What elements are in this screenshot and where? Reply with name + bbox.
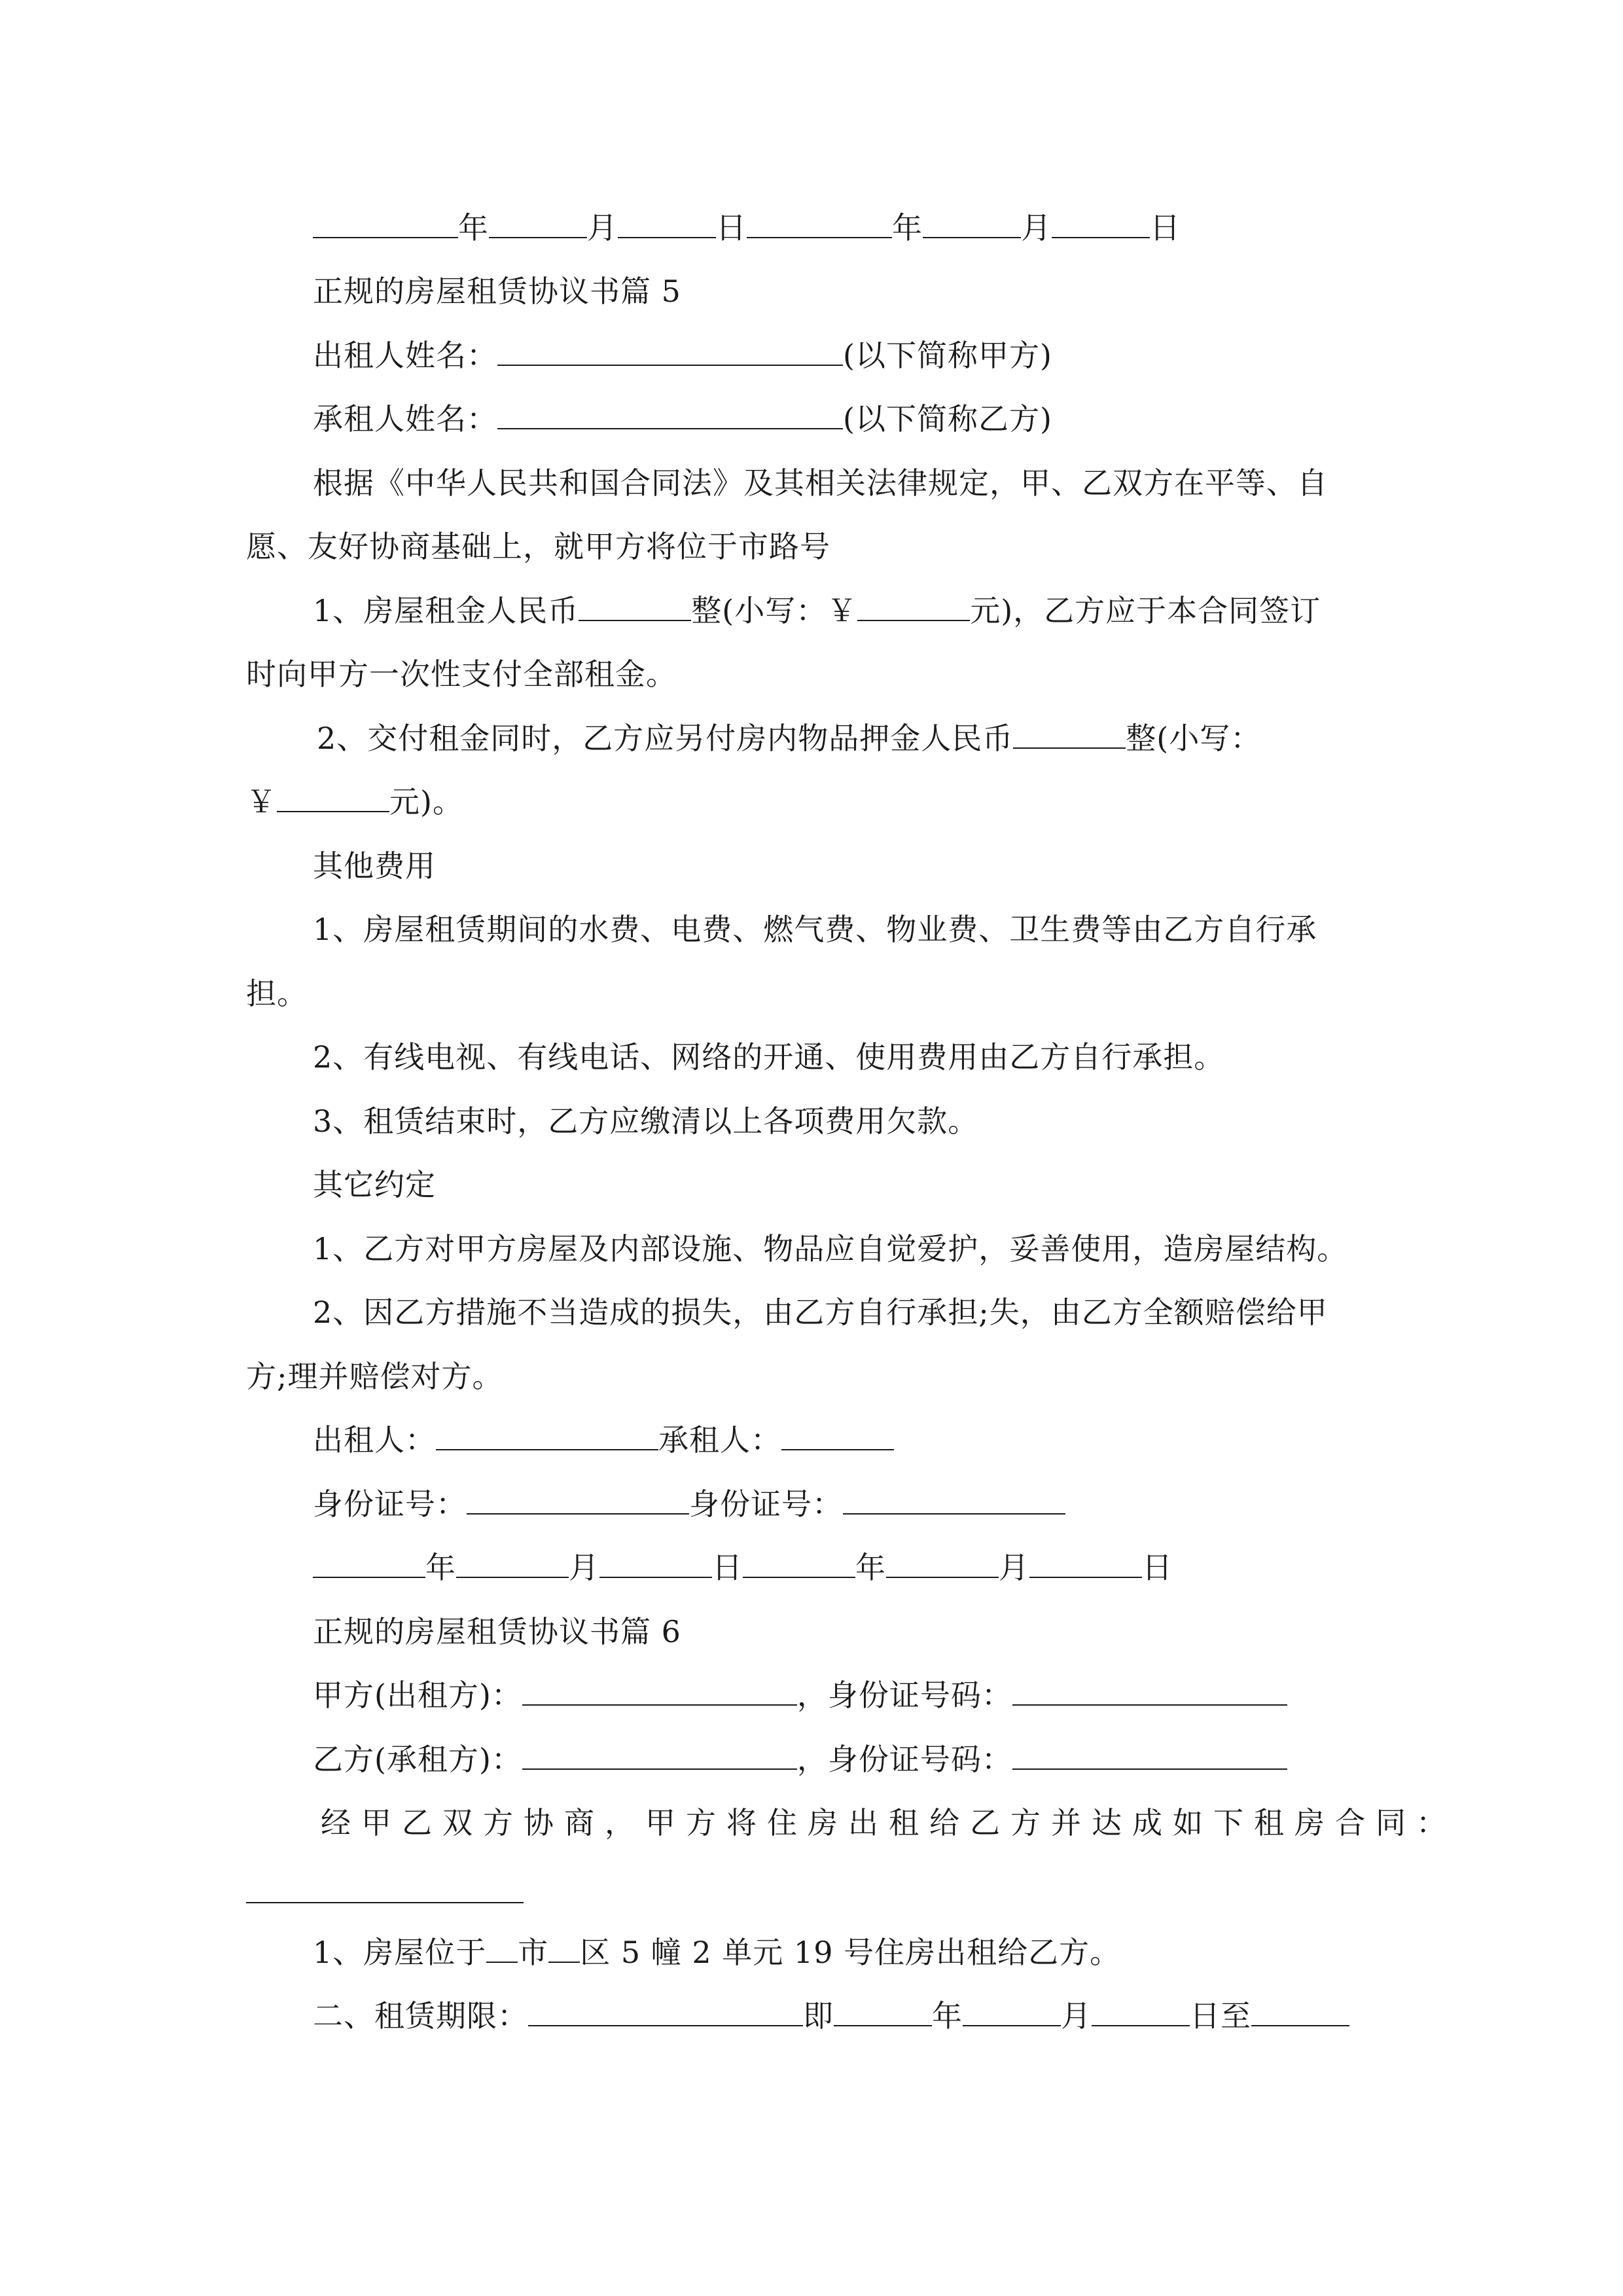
paragraph-line: 2、因乙方措施不当造成的损失，由乙方自行承担;失，由乙方全额赔偿给甲 [313, 1295, 1328, 1330]
other-terms-heading: 其它约定 [313, 1167, 436, 1202]
rent-amount-field [579, 591, 691, 621]
paragraph-line: 时向甲方一次性支付全部租金。 [246, 656, 677, 692]
rent-item-2 [317, 719, 1261, 758]
text-fragment: 即 [803, 1998, 834, 2034]
text-fragment: 元)。 [389, 784, 463, 819]
lessee-sign-field [781, 1420, 894, 1450]
party-b-id-field [1012, 1740, 1287, 1770]
paragraph-line: 根据《中华人民共和国合同法》及其相关法律规定，甲、乙双方在平等、自 [313, 465, 1328, 501]
signature-line [313, 1420, 894, 1460]
lessee-name-line [313, 399, 1052, 439]
blank-field [1052, 208, 1150, 238]
date-line [313, 208, 1181, 247]
party-a-line [313, 1676, 1287, 1715]
year-label: 年 [932, 1998, 963, 2034]
month-label: 月 [999, 1550, 1029, 1585]
blank-field [747, 208, 892, 238]
paragraph-line: 2、有线电视、有线电话、网络的开通、使用费用由乙方自行承担。 [313, 1039, 1225, 1075]
year-label: 年 [458, 210, 489, 245]
text-fragment: 市 [518, 1935, 549, 1970]
party-a-id-field [1012, 1676, 1287, 1706]
blank-field [489, 208, 587, 238]
section-title: 正规的房屋租赁协议书篇 6 [313, 1614, 681, 1649]
blank-field [743, 1548, 855, 1578]
lessor-name-field [497, 336, 843, 366]
rent-item-2-cont [246, 782, 463, 821]
paragraph-line: 1、房屋租赁期间的水费、电费、燃气费、物业费、卫生费等由乙方自行承 [313, 912, 1317, 947]
id-field [467, 1484, 689, 1515]
deposit-amount-field [1013, 719, 1126, 749]
rent-item-1 [313, 591, 1321, 630]
lessor-name-line [313, 336, 1052, 375]
blank-field [1251, 1996, 1349, 2026]
lessor-sign-label: 出租人： [313, 1422, 436, 1458]
lessee-sign-label: 承租人： [658, 1422, 781, 1458]
text-fragment: 整(小写：￥ [691, 593, 858, 628]
blank-field [923, 208, 1021, 238]
blank-field [886, 1548, 999, 1578]
blank-field [618, 208, 716, 238]
day-label: 日 [1142, 1550, 1173, 1585]
blank-field [1029, 1548, 1142, 1578]
text-fragment: 整(小写： [1126, 721, 1262, 756]
day-label: 日 [1150, 210, 1181, 245]
year-label: 年 [425, 1550, 456, 1585]
lessee-suffix: (以下简称乙方) [843, 401, 1052, 437]
party-a-label: 甲方(出租方)： [313, 1677, 522, 1713]
blank-field [1092, 1996, 1190, 2026]
text-fragment: ￥ [246, 784, 277, 819]
month-label: 月 [569, 1550, 599, 1585]
rent-amount-small-field [857, 591, 970, 621]
day-label: 日 [712, 1550, 743, 1585]
lessor-sign-field [436, 1420, 658, 1450]
text-fragment: 区 5 幢 2 单元 19 号住房出租给乙方。 [580, 1935, 1121, 1970]
blank-field [834, 1996, 932, 2026]
underline-rule [246, 1902, 524, 1903]
lease-term-label: 二、租赁期限： [313, 1998, 528, 2034]
lessor-name-label: 出租人姓名： [313, 338, 497, 373]
id-no-label: ，身份证号码： [796, 1677, 1012, 1713]
paragraph-line: 3、租赁结束时，乙方应缴清以上各项费用欠款。 [313, 1103, 979, 1139]
city-field [486, 1933, 518, 1963]
lessor-suffix: (以下简称甲方) [843, 338, 1052, 373]
paragraph-line: 1、乙方对甲方房屋及内部设施、物品应自觉爱护，妥善使用，造房屋结构。 [313, 1231, 1348, 1266]
house-location-line [313, 1933, 1120, 1972]
year-label: 年 [855, 1550, 886, 1585]
day-label: 日 [716, 210, 747, 245]
blank-field [599, 1548, 712, 1578]
id-no-label: ，身份证号码： [796, 1742, 1012, 1777]
agreement-line: 经甲乙双方协商，甲方将住房出租给乙方并达成如下租房合同： [321, 1805, 1457, 1840]
blank-field [313, 1548, 425, 1578]
month-label: 月 [1021, 210, 1052, 245]
id-label: 身份证号： [313, 1486, 467, 1522]
section-title: 正规的房屋租赁协议书篇 5 [313, 274, 681, 309]
party-b-field [522, 1740, 797, 1770]
lease-term-field [528, 1996, 803, 2026]
blank-field [313, 208, 458, 238]
other-fees-heading: 其他费用 [313, 848, 436, 884]
district-field [548, 1933, 580, 1963]
paragraph-line: 方;理并赔偿对方。 [246, 1359, 503, 1394]
text-fragment: 日至 [1190, 1998, 1251, 2034]
party-b-line [313, 1740, 1287, 1779]
id-label: 身份证号： [689, 1486, 843, 1522]
year-label: 年 [892, 210, 923, 245]
deposit-amount-small-field [277, 782, 389, 812]
text-fragment: 1、房屋位于 [313, 1935, 487, 1970]
lessee-name-field [497, 399, 843, 429]
blank-field [456, 1548, 569, 1578]
party-b-label: 乙方(承租方)： [313, 1742, 522, 1777]
text-fragment: 2、交付租金同时，乙方应另付房内物品押金人民币 [317, 721, 1014, 756]
lease-term-line [313, 1996, 1349, 2036]
text-fragment: 1、房屋租金人民币 [313, 593, 579, 628]
month-label: 月 [1061, 1998, 1092, 2034]
month-label: 月 [587, 210, 618, 245]
blank-field [963, 1996, 1061, 2026]
date-line [313, 1548, 1173, 1587]
party-a-field [522, 1676, 797, 1706]
paragraph-line: 担。 [246, 976, 308, 1011]
text-fragment: 元)，乙方应于本合同签订 [970, 593, 1321, 628]
id-field [843, 1484, 1065, 1515]
lessee-name-label: 承租人姓名： [313, 401, 497, 437]
paragraph-line: 愿、友好协商基础上，就甲方将位于市路号 [246, 529, 830, 564]
id-number-line [313, 1484, 1065, 1524]
